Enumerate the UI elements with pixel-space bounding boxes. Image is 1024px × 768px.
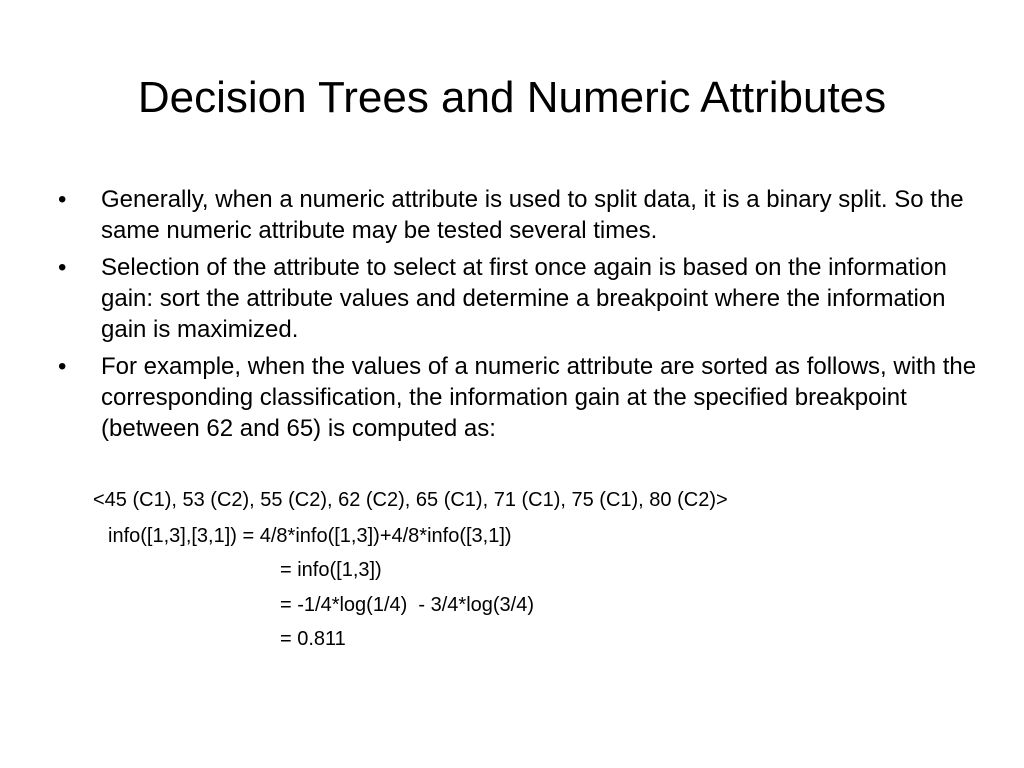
info-gain-result: = 0.811 xyxy=(280,628,346,650)
slide-title: Decision Trees and Numeric Attributes xyxy=(137,73,887,122)
info-gain-equation: info([1,3],[3,1]) = 4/8*info([1,3])+4/8*info([3,1]) xyxy=(108,525,512,547)
bullet-dot: • xyxy=(58,186,67,213)
info-gain-step: = info([1,3]) xyxy=(280,559,382,581)
bullet-dot: • xyxy=(58,353,67,380)
bullet-dot: • xyxy=(58,254,67,281)
bullet-item xyxy=(58,252,978,345)
bullet-text: For example, when the values of a numeric attribute are sorted as follows, with the corresponding classification, the information gain at the specified breakpoint (between 62 and 65) is computed as: xyxy=(101,353,977,442)
bullet-list xyxy=(58,184,978,450)
bullet-text: Selection of the attribute to select at first once again is based on the information gain: sort the attribute values and determine a breakpoint where the information gain is maximized. xyxy=(101,254,947,343)
bullet-item xyxy=(58,184,978,246)
bullet-item xyxy=(58,351,978,444)
sorted-values-sequence: <45 (C1), 53 (C2), 55 (C2), 62 (C2), 65 (C1), 71 (C1), 75 (C1), 80 (C2)> xyxy=(93,489,728,511)
info-gain-step: = -1/4*log(1/4) - 3/4*log(3/4) xyxy=(280,594,535,616)
bullet-text: Generally, when a numeric attribute is used to split data, it is a binary split. So the same numeric attribute may be tested several times. xyxy=(101,186,964,244)
